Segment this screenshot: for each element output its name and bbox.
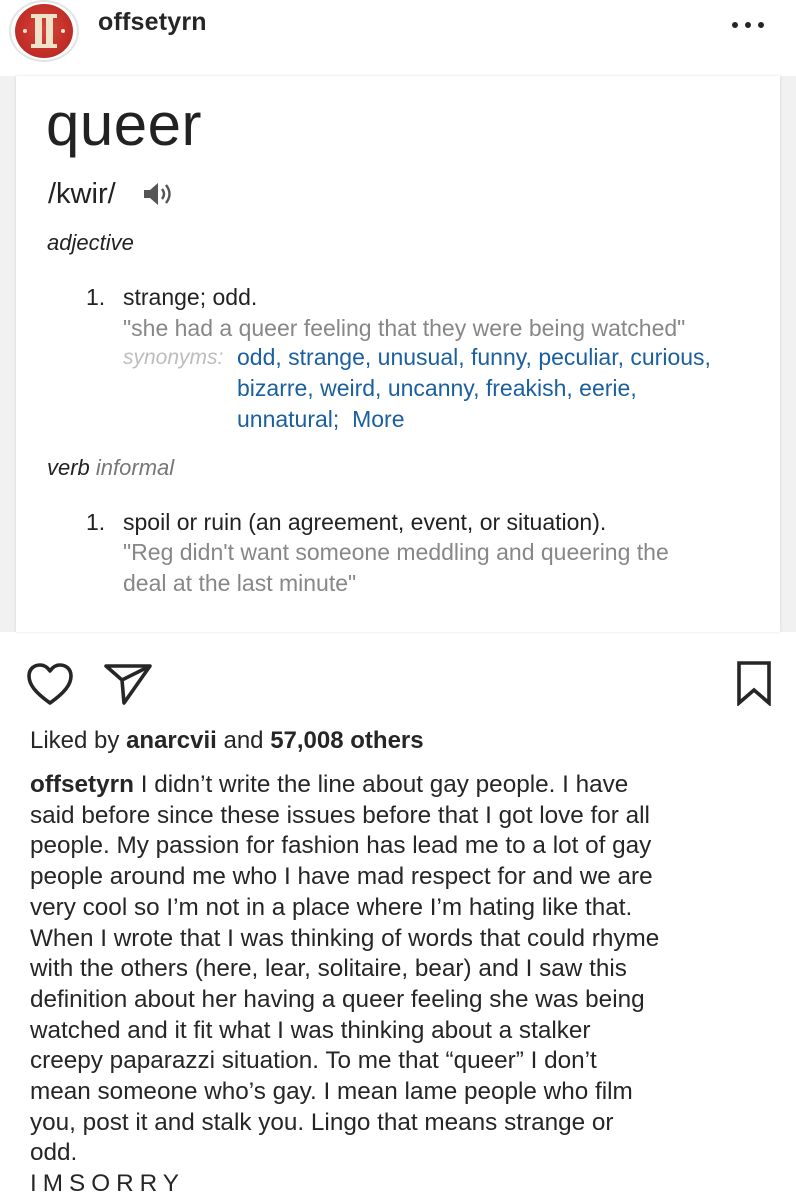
caption-username[interactable]: offsetyrn [30,771,134,798]
likes-conjunction: and [223,727,264,754]
pos-qualifier: informal [95,455,175,480]
caption-line: said before since these issues before that I got love for all [30,801,650,829]
sense-number: 1. [86,509,106,535]
caption-line: with the others (here, lear, solitaire, bear) and I saw this [30,955,627,983]
caption-line: odd. [30,1139,78,1167]
part-of-speech-adjective: adjective [47,230,134,255]
part-of-speech-verb [47,455,174,481]
post-username[interactable]: offsetyrn [98,8,207,36]
caption-line [30,770,770,801]
sense-number: 1. [86,284,106,310]
dictionary-card [16,76,780,632]
sense-example: "she had a queer feeling that they were being watched" [123,315,686,341]
caption-line: IMSORRY [30,1170,185,1198]
post-image[interactable] [0,76,796,632]
sense-example [123,537,743,599]
sense-definition: spoil or ruin (an agreement, event, or situation). [123,509,607,535]
likes-summary [30,727,424,755]
synonyms-line[interactable]: unnatural; [237,406,340,432]
sense-definition: strange; odd. [123,284,258,310]
sense-example-line: deal at the last minute" [123,570,357,596]
sense-example-line: "Reg didn't want someone meddling and queering the [123,539,669,565]
post-header [0,0,796,77]
synonyms-label: synonyms: [123,346,224,369]
likes-others[interactable]: 57,008 others [270,727,424,754]
caption-line: definition about her having a queer feeling she was being [30,985,645,1013]
post-actions [0,632,796,724]
caption-line: very cool so I’m not in a place where I’m hating like that. [30,893,633,921]
dictionary-word: queer [46,91,202,158]
avatar[interactable] [9,0,79,62]
caption-line: When I wrote that I was thinking of words that could rhyme [30,924,660,952]
dictionary-phonetic: /kwir/ [48,178,116,210]
synonyms-line[interactable]: odd, strange, unusual, funny, peculiar, curious, [237,344,711,370]
caption-line: mean someone who’s gay. I mean lame people who film [30,1078,633,1106]
more-dots-icon[interactable] [730,15,766,35]
speaker-icon [142,180,176,208]
pos-verb-label: verb [47,455,90,480]
caption-line: you, post it and stalk you. Lingo that means strange or [30,1108,614,1136]
heart-icon[interactable] [26,662,74,706]
synonyms-list [237,342,757,435]
caption-line: creepy paparazzi situation. To me that “queer” I don’t [30,1047,597,1075]
likes-user[interactable]: anarcvii [126,727,217,754]
post-caption [30,770,770,1200]
likes-prefix: Liked by [30,727,120,754]
caption-line: people. My passion for fashion has lead me to a lot of gay [30,832,652,860]
synonyms-line[interactable]: bizarre, weird, uncanny, freakish, eerie, [237,375,637,401]
avatar-logo-icon [15,4,73,58]
bookmark-icon[interactable] [736,660,772,706]
caption-line: watched and it fit what I was thinking about a stalker [30,1016,591,1044]
caption-line: people around me who I have mad respect for and we are [30,863,653,891]
caption-text: I didn’t write the line about gay people. I have [133,771,629,798]
synonyms-more-link[interactable]: More [352,406,405,432]
paper-plane-icon[interactable] [103,662,153,706]
